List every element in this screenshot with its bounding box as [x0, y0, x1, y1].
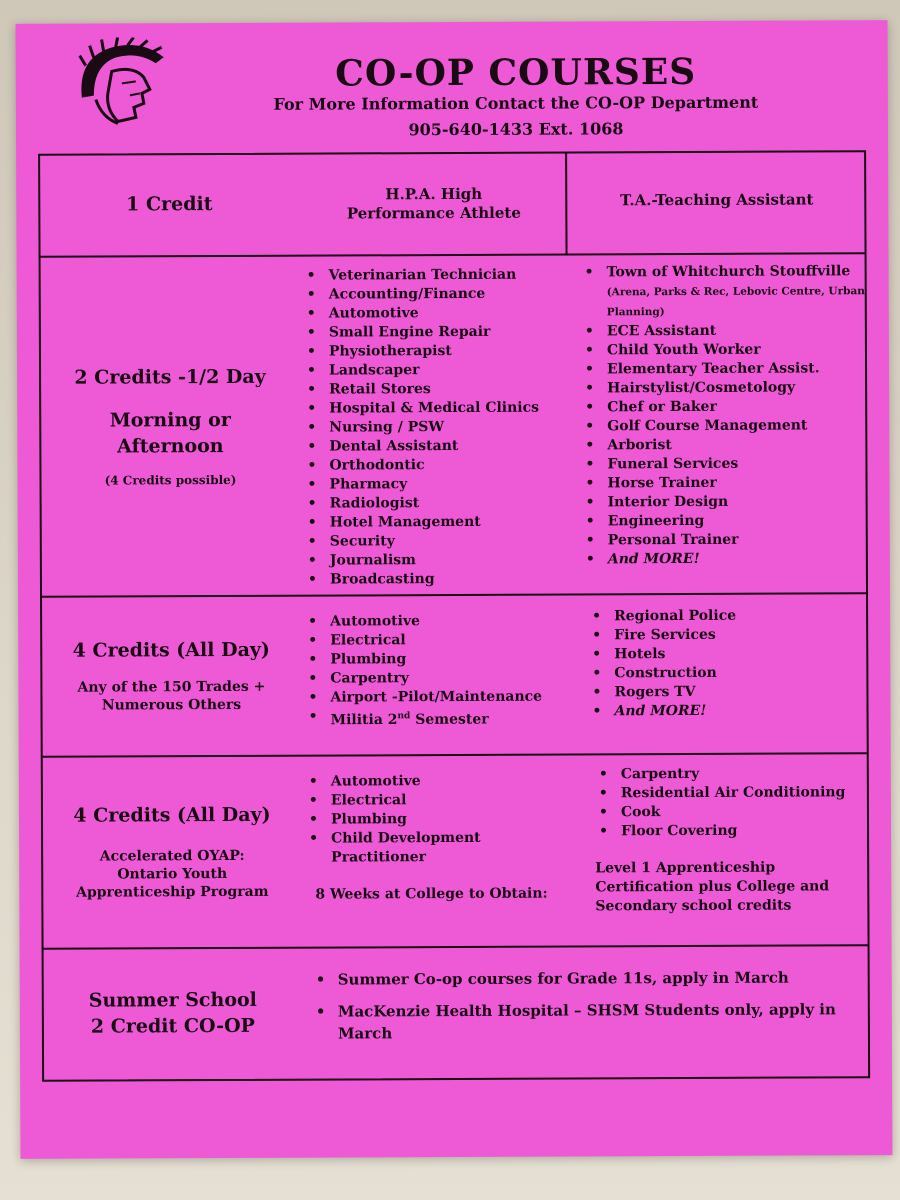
list-item: • Horse Trainer	[581, 473, 866, 493]
list-item: • Cook	[595, 802, 870, 822]
list-item: • Airport -Pilot/Maintenance	[304, 687, 574, 707]
list-item: • Personal Trainer	[582, 530, 867, 550]
list-item: • Nursing / PSW	[303, 417, 573, 437]
list-item: • Plumbing	[305, 809, 575, 829]
list-item: • Dental Assistant	[303, 436, 573, 456]
list-item: • Hotel Management	[304, 512, 574, 532]
row1-label: 1 Credit	[126, 193, 213, 216]
list-item: • Fire Services	[588, 625, 868, 645]
list-item: • Landscaper	[303, 360, 573, 380]
list-item: • Summer Co-op courses for Grade 11s, apply in March	[312, 966, 862, 990]
list-item: • Carpentry	[304, 668, 574, 688]
row2-list2-cell	[581, 262, 867, 569]
row5-label: Summer School 2 Credit CO-OP	[88, 989, 257, 1038]
courses-table	[38, 150, 870, 1082]
and-more-text: • And MORE!	[588, 701, 868, 721]
hpa-cell: H.P.A. High Performance Athlete	[346, 184, 521, 223]
row4-sub: Accelerated OYAP: Ontario Youth Apprenticeship Program	[76, 847, 269, 901]
list-item: • Child Youth Worker	[581, 340, 866, 360]
row2-list2	[581, 262, 866, 322]
list-item: • Hotels	[588, 644, 868, 664]
list-item: • Electrical	[304, 630, 574, 650]
row5-list-cell	[312, 966, 862, 1054]
phone-number: 905-640-1433 Ext. 1068	[408, 119, 624, 140]
list-item: • Retail Stores	[303, 379, 573, 399]
row3-list2	[588, 606, 868, 702]
row2-list1-cell	[303, 265, 574, 589]
list-item: • Engineering	[582, 511, 867, 531]
list-item: • Security	[304, 531, 574, 551]
trojan-helmet-icon	[72, 37, 176, 129]
list-item: • Accounting/Finance	[303, 284, 573, 304]
list-item: • Plumbing	[304, 649, 574, 669]
list-item: • Militia 2nd Semester	[305, 706, 575, 730]
list-item: • Physiotherapist	[303, 341, 573, 361]
list-item: • Electrical	[305, 790, 575, 810]
row5-list	[312, 966, 862, 1044]
list-item: • Arborist	[581, 435, 866, 455]
row4-list1	[305, 771, 575, 867]
list-item: • Carpentry	[595, 764, 870, 784]
row4-label-cell	[43, 757, 302, 948]
flyer-sheet	[16, 20, 893, 1159]
list-item: • Veterinarian Technician	[303, 265, 573, 285]
list-item: • Construction	[588, 663, 868, 683]
list-item: • Golf Course Management	[581, 416, 866, 436]
list-item: • Town of Whitchurch Stouffville (Arena, Parks & Rec, Lebovic Centre, Urban Planning)	[581, 262, 866, 322]
list-item: • Small Engine Repair	[303, 322, 573, 342]
list-item: • MacKenzie Health Hospital – SHSM Students only, apply in March	[312, 998, 862, 1044]
row2-label-cell	[41, 257, 300, 596]
weeks-text: 8 Weeks at College to Obtain:	[315, 885, 548, 903]
list-item: • Journalism	[304, 550, 574, 570]
list-item: • Automotive	[303, 303, 573, 323]
row3-list1-cell	[304, 611, 575, 730]
list-item: • Hospital & Medical Clinics	[303, 398, 573, 418]
row3-list1	[304, 611, 574, 707]
and-more-text: • And MORE!	[582, 549, 867, 569]
list-item: • ECE Assistant	[581, 321, 866, 341]
row3-label-cell	[42, 597, 301, 756]
contact-subtitle: For More Information Contact the CO-OP Department	[273, 92, 759, 114]
list-item: • Automotive	[305, 771, 575, 791]
ta-cell: T.A.-Teaching Assistant	[620, 190, 814, 210]
row4-list1-cell	[305, 771, 576, 904]
row2-list1	[303, 265, 574, 589]
row3-sub: Any of the 150 Trades + Numerous Others	[77, 678, 266, 714]
list-item: • Interior Design	[582, 492, 867, 512]
row2-list2-rest	[581, 321, 867, 550]
list-item: • Funeral Services	[581, 454, 866, 474]
row2-note: (4 Credits possible)	[104, 473, 237, 488]
certification-text: Level 1 Apprenticeship Certification plus College and Secondary school credits	[595, 859, 830, 915]
list-item: • Radiologist	[304, 493, 574, 513]
row3-label: 4 Credits (All Day)	[72, 638, 270, 662]
list-item: • Hairstylist/Cosmetology	[581, 378, 866, 398]
row4-label: 4 Credits (All Day)	[73, 803, 271, 827]
list-item: • Rogers TV	[588, 682, 868, 702]
row4-list2	[595, 764, 870, 841]
list-item: • Automotive	[304, 611, 574, 631]
list-item: • Broadcasting	[304, 569, 574, 589]
row2-sub: Morning or Afternoon	[109, 409, 231, 458]
row2-label: 2 Credits -1/2 Day	[74, 365, 266, 389]
list-item: • Orthodontic	[303, 455, 573, 475]
row3-list2-cell	[588, 606, 868, 721]
list-item: • Residential Air Conditioning	[595, 783, 870, 803]
row4-list2-cell	[595, 764, 871, 916]
page-title: CO-OP COURSES	[335, 50, 697, 95]
list-item: • Pharmacy	[304, 474, 574, 494]
list-item: • Floor Covering	[595, 821, 870, 841]
list-item: • Elementary Teacher Assist.	[581, 359, 866, 379]
list-item: • Chef or Baker	[581, 397, 866, 417]
list-item: • Regional Police	[588, 606, 868, 626]
list-item: • Child Development Practitioner	[305, 828, 575, 867]
